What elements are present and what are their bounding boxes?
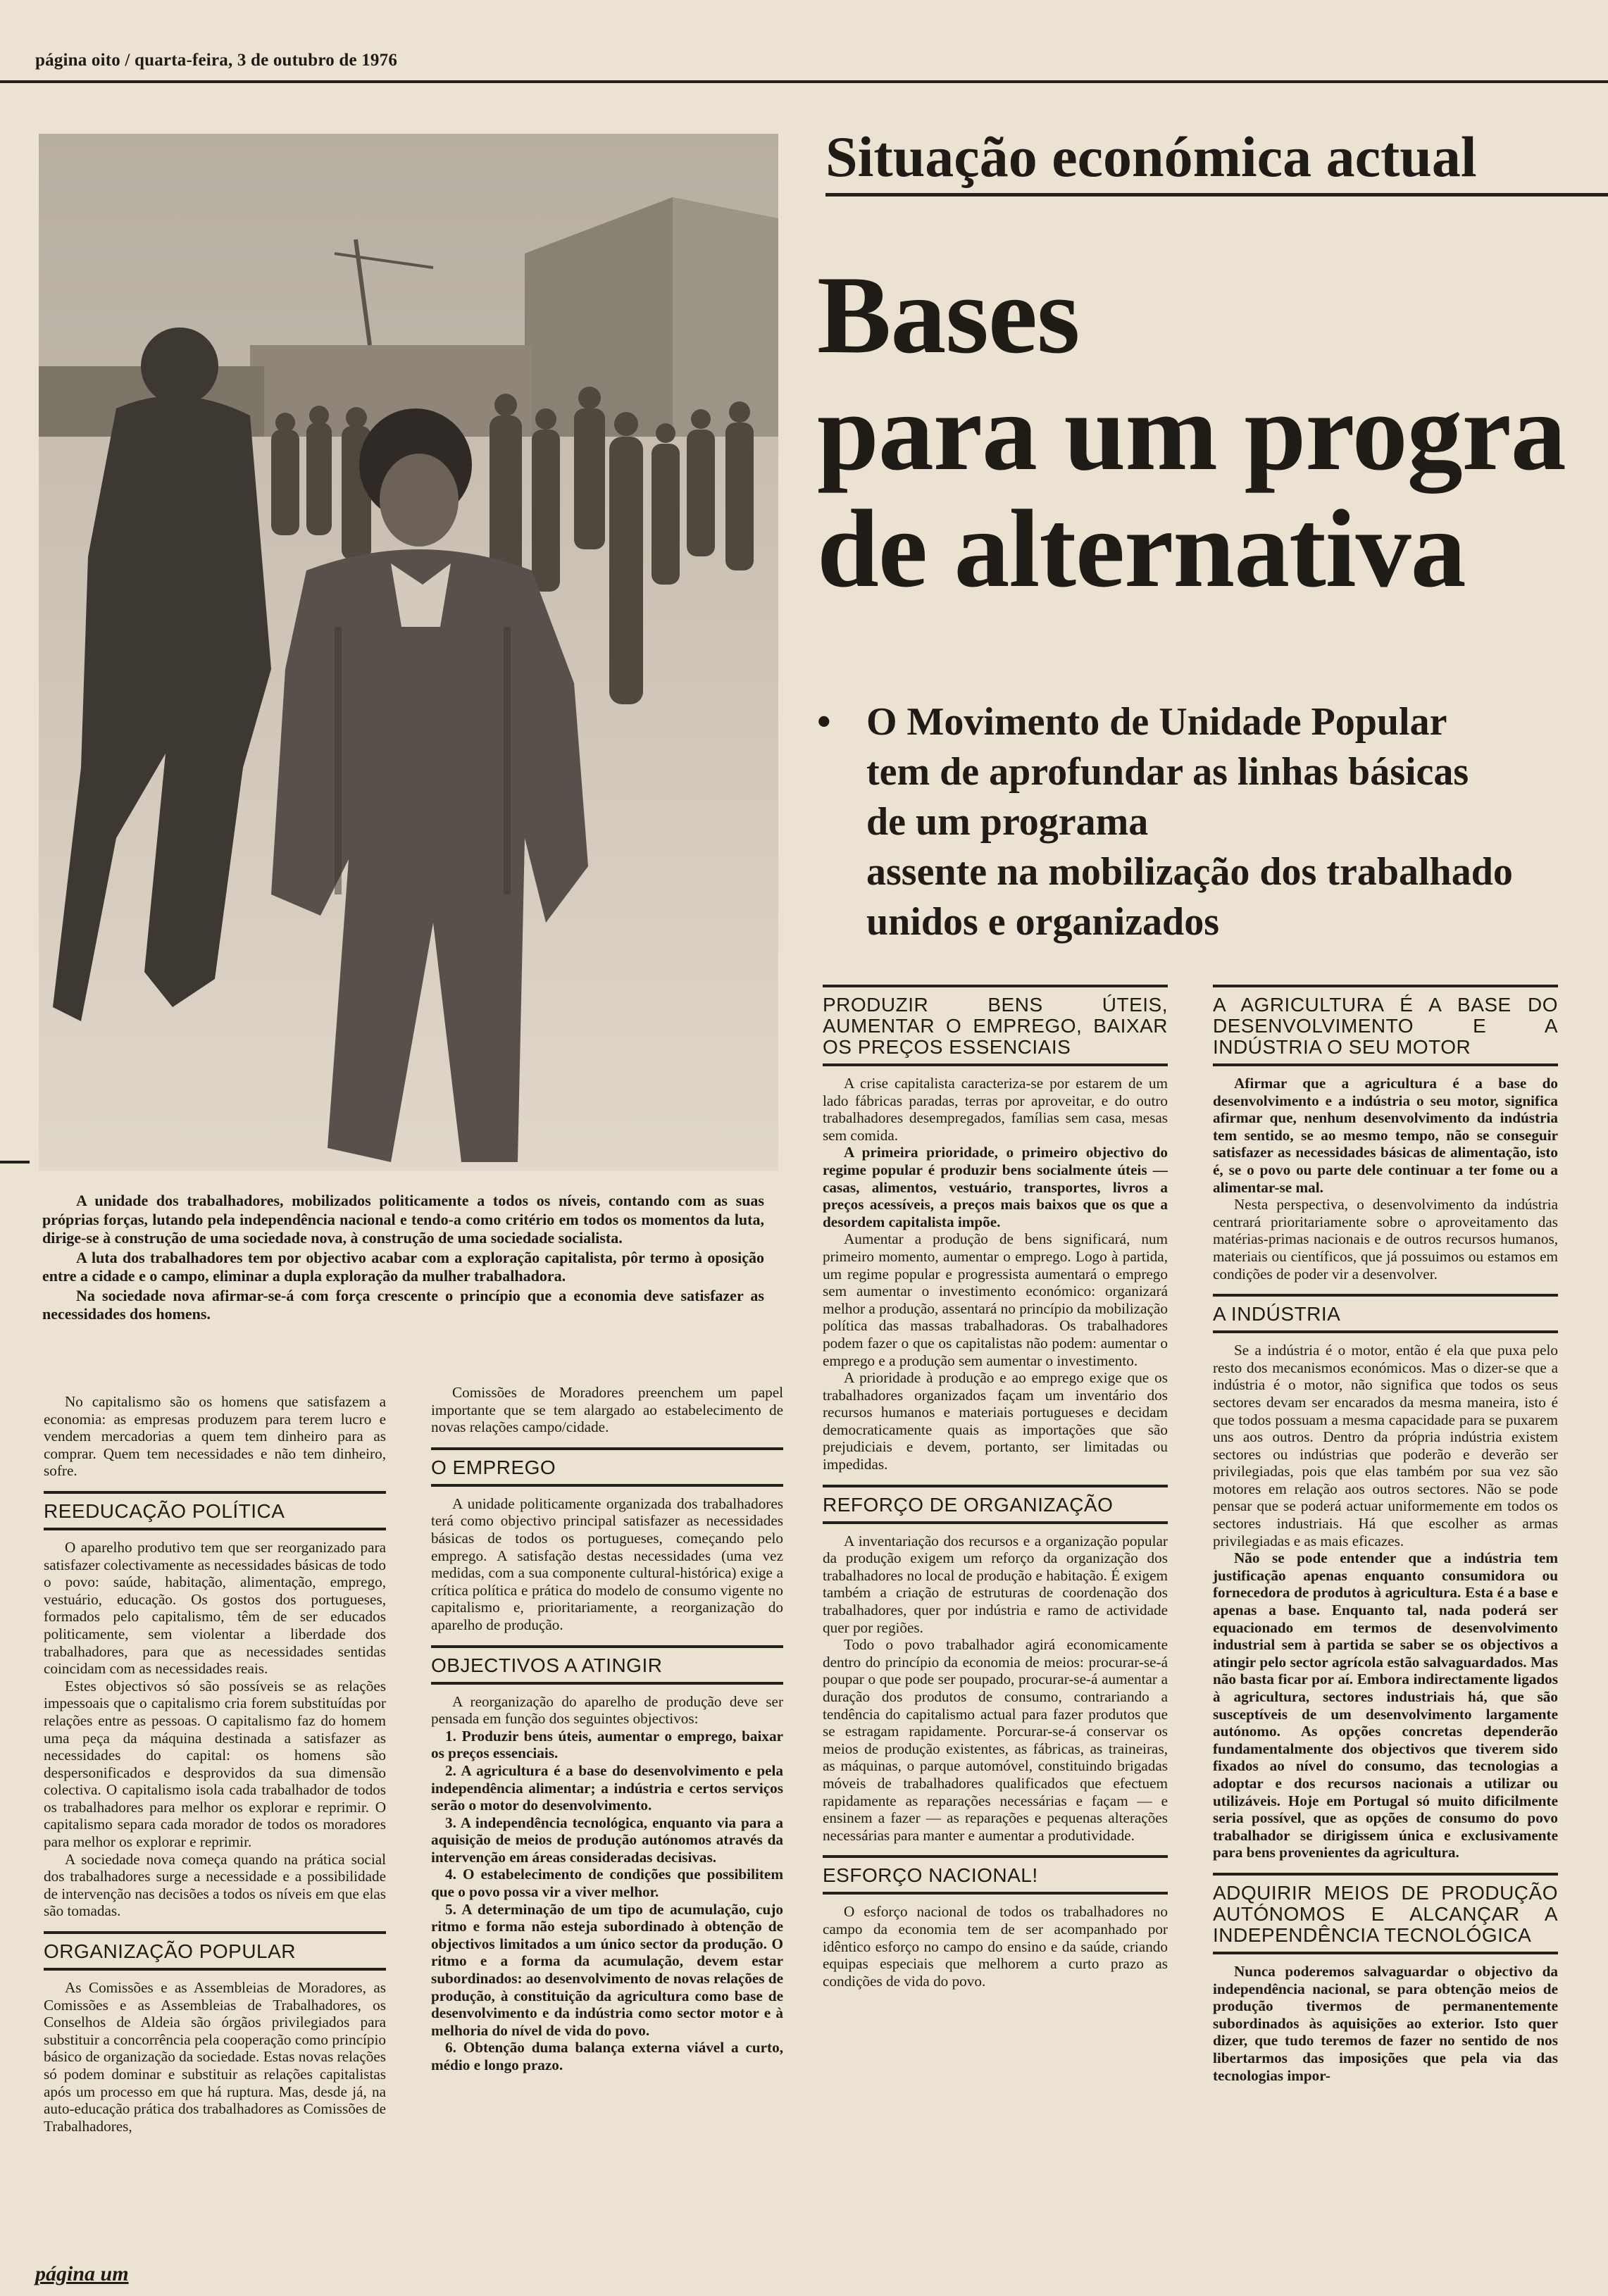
article-column-1 [44,1393,386,2135]
list-item: 5. A determinação de um tipo de acumulação, cujo ritmo e forma não esteja subordinado à obtenção de objectivos limitados a um único sector da produção. O ritmo e a forma da acumulação, devem estar subordinados: ao desenvolvimento de novas relações de produção, à constituição da agricultura como base de desenvolvimento e da indústria como sector motor e à melhoria do nível de vida do povo. [431,1900,783,2039]
photo-caption [42,1192,764,1325]
top-rule [0,80,1608,83]
body-paragraph: As Comissões e as Assembleias de Moradores, as Comissões e as Assembleias de Trabalhadores, os Conselhos de Aldeia são órgãos privilegiados para substituir a concorrência pela cooperação como princípio básico de organização da sociedade. Estas novas relações só podem dominar e substituir as relações capitalistas após um processo em que há ruptura. Mas, desde já, na auto-educação prática dos trabalhadores as Comissões de Trabalhadores, [44,1979,386,2135]
list-item: 3. A independência tecnológica, enquanto via para a aquisição de meios de produção autónomos através da intervenção em áreas consideradas decisivas. [431,1814,783,1866]
article-column-3 [823,985,1168,1990]
headline-line-2: para um progra [817,370,1566,494]
section-heading [823,1485,1168,1524]
section-heading [431,1645,783,1685]
section-kicker: Situação económica actual [825,125,1477,189]
section-heading [44,1931,386,1971]
body-paragraph: No capitalismo são os homens que satisfazem a economia: as empresas produzem para terem lucro e vendem mercadorias a quem tem dinheiro para as comprar. Quem tem necessidades e não tem dinheiro, sofre. [44,1393,386,1480]
section-title: REEDUCAÇÃO POLÍTICA [44,1499,285,1522]
body-paragraph: A sociedade nova começa quando na prática social dos trabalhadores surge a necessidade e a possibilidade de intervenção nas decisões a todos os níveis em que elas são tomadas. [44,1850,386,1920]
list-item: 2. A agricultura é a base do desenvolvimento e pela independência alimentar; a indústria e certos serviços serão o motor do desenvolvimento. [431,1761,783,1814]
deck-line: unidos e organizados [866,900,1219,944]
list-item: 1. Produzir bens úteis, aumentar o emprego, baixar os preços essenciais. [431,1727,783,1762]
body-paragraph: Comissões de Moradores preenchem um papel importante que se tem alargado ao estabelecimento de novas relações campo/cidade. [431,1384,783,1436]
deck-subheadline [866,697,1513,947]
body-paragraph: Se a indústria é o motor, então é ela que puxa pelo resto dos mecanismos económicos. Mas o dizer-se que a indústria é o motor, não significa que todos os seus sectores devam ser encarados da mesma maneira, isto é que todos possuam a mesma capacidade para se puxarem uns aos outros. Dentro da própria indústria existem sectores ou indústrias que poderão e deverão ser privilegiadas, pois que elas também por sua vez são motores em relação aos outros sectores. Não se pode pensar que se poderá actuar uniformemente em todos os sectores industriais. Há que escolher as armas privilegiadas e as mais eficazes. [1213,1342,1558,1549]
photo-illustration [39,134,778,1171]
section-title: PRODUZIR BENS ÚTEIS, AUMENTAR O EMPREGO, BAIXAR OS PREÇOS ESSENCIAIS [823,994,1168,1058]
kicker-rule [825,193,1608,196]
list-item: 6. Obtenção duma balança externa viável a curto, médio e longo prazo. [431,2039,783,2073]
section-heading [1213,1294,1558,1333]
caption-paragraph: A luta dos trabalhadores tem por objectivo acabar com a exploração capitalista, pôr termo à oposição entre a cidade e o campo, eliminar a dupla exploração da mulher trabalhadora. [42,1248,764,1285]
section-heading [44,1491,386,1530]
body-paragraph: Todo o povo trabalhador agirá economicamente dentro do princípio da economia de meios: procurar-se-á poupar o que pode ser poupado, procurar-se-á aumentar a duração dos produtos de consumo, contrariando a tendência do capitalismo actual para fazer produtos que se estragam rapidamente. Porcurar-se-á conservar os meios de produção existentes, as fábricas, as traineiras, as máquinas, o parque automóvel, constituindo brigadas móveis de trabalhadores qualificados que efectuem rapidamente as reparações necessárias e façam — e ensinem a fazer — as reparações e pequenas alterações necessárias para manter e aumentar a produtividade. [823,1636,1168,1844]
body-paragraph: A reorganização do aparelho de produção deve ser pensada em função dos seguintes objectivos: [431,1692,783,1728]
deck-line: assente na mobilização dos trabalhado [866,850,1513,894]
page-masthead: página oito / quarta-feira, 3 de outubro de 1976 [35,51,398,70]
section-heading [1213,985,1558,1066]
deck-bullet-icon: • [817,700,831,744]
body-paragraph: A primeira prioridade, o primeiro objectivo do regime popular é produzir bens socialmente úteis — casas, alimentos, vestuário, transportes, livros a preços acessíveis, a preços mais baixos que os que a desordem capitalista impõe. [823,1144,1168,1230]
section-title: REFORÇO DE ORGANIZAÇÃO [823,1493,1114,1516]
article-column-2 [431,1384,783,2074]
deck-line: tem de aprofundar as linhas básicas [866,750,1469,794]
article-column-4 [1213,985,1558,2084]
body-paragraph: A inventariação dos recursos e a organização popular da produção exigem um reforço da organização dos trabalhadores no local de produção e habitação. É exigem também a criação de estruturas de coordenação dos trabalhadores, quer por indústria e ramo de actividade quer por regiões. [823,1532,1168,1636]
body-paragraph: Nunca poderemos salvaguardar o objectivo da independência nacional, se para obtenção meios de produção tivermos de permanentemente subordinados às aquisições ao exterior. Isto quer dizer, que tudo teremos de fazer no sentido de nos libertarmos das imposições que pela via das tecnologias impor- [1213,1962,1558,2084]
body-paragraph: Estes objectivos só são possíveis se as relações impessoais que o capitalismo cria forem substituídas por relações entre as pessoas. O capitalismo faz do homem uma peça da máquina destinada a satisfazer as necessidades do capital: os homens são despersonificados e desprovidos da sua dimensão colectiva. O capitalismo isola cada trabalhador de todos os trabalhadores para melhor os explorar e reprimir. O capitalismo separa cada morador de todos os moradores para melhor os explorar e reprimir. [44,1677,386,1851]
section-heading [1213,1873,1558,1954]
body-paragraph: O aparelho produtivo tem que ser reorganizado para satisfazer colectivamente as necessidades básicas de todo o povo: saúde, habitação, alimentação, emprego, vestuário, educação. Os gostos dos portugueses, formados pelo capitalismo, têm de ser educados politicamente, sem violentar a liberdade dos trabalhadores, para que as necessidades sentidas coincidam com as necessidades reais. [44,1538,386,1678]
headline-line-1: Bases [817,254,1080,377]
body-paragraph: A crise capitalista caracteriza-se por estarem de um lado fábricas paradas, terras por aproveitar, e do outro trabalhadores desempregados, famílias sem casa, mesas sem comida. [823,1075,1168,1144]
footer-page-stamp: página um [35,2262,129,2285]
deck-line: de um programa [866,800,1149,844]
section-title: A INDÚSTRIA [1213,1303,1341,1325]
body-paragraph: A prioridade à produção e ao emprego exige que os trabalhadores organizados façam um inventário dos recursos humanos e materiais portugueses e decidam democraticamente quais as importações que são prejudiciais e devem, portanto, ser limitadas ou impedidas. [823,1369,1168,1473]
main-headline [817,254,1566,611]
deck-line: O Movimento de Unidade Popular [866,700,1447,744]
section-title: OBJECTIVOS A ATINGIR [431,1654,663,1676]
section-title: ORGANIZAÇÃO POPULAR [44,1940,297,1963]
body-paragraph: Nesta perspectiva, o desenvolvimento da indústria centrará prioritariamente sobre o aproveitamento das matérias-primas nacionais e de outros recursos humanos, materiais ou científicos, que já possuimos ou estamos em condições de poder vir a desenvolver. [1213,1196,1558,1283]
body-paragraph: Não se pode entender que a indústria tem justificação apenas enquanto consumidora ou fornecedora de produtos à agricultura. Esta é a base e apenas a base. Enquanto tal, nada poderá ser equacionado em termos de desenvolvimento industrial sem à partida se saber se os objectivos a atingir pelo sector agrícola estão salvaguardados. Mas não basta ficar por aí. Embora indirectamente ligados à agricultura, sectores industriais há, que são susceptíveis de um desenvolvimento largamente autónomo. As opções concretas dependerão fundamentalmente dos objectivos que tiverem sido fixados ao nível do consumo, das tecnologias a adoptar e dos recursos nacionais a utilizar ou utilizáveis. Hoje em Portugal só muito dificilmente seria possível, que as opções de consumo do povo trabalhador se dirigissem única e exclusivamente para bens provenientes da agricultura. [1213,1549,1558,1861]
section-heading [823,1855,1168,1895]
body-paragraph: O esforço nacional de todos os trabalhadores no campo da economia tem de ser acompanhado por idêntico esforço no campo do ensino e da saúde, criando equipas especiais que melhorem a curto prazo as condições de vida do povo. [823,1903,1168,1990]
body-paragraph: A unidade politicamente organizada dos trabalhadores terá como objectivo principal satisfazer as necessidades básicas de todos os portugueses, começando pelo emprego. A satisfação destas necessidades (uma vez medidas, com a sua componente cultural-histórica) exige a crítica política e prática do modelo de consumo vigente no capitalismo e, prioritariamente, a reorganização do aparelho de produção. [431,1495,783,1633]
body-paragraph: Aumentar a produção de bens significará, num primeiro momento, aumentar o emprego. Logo à partida, um regime popular e progressista aumentará o emprego sem aumentar o investimento económico: organizará melhor a produção, assentará no princípio da mobilização política das massas trabalhadoras. Os trabalhadores podem fazer o que os capitalistas não podem: aumentar o emprego e a produção sem aumentar o investimento. [823,1230,1168,1369]
section-title: ESFORÇO NACIONAL! [823,1864,1038,1887]
body-paragraph: Afirmar que a agricultura é a base do desenvolvimento e a indústria o seu motor, significa afirmar que, nenhum desenvolvimento da indústria tem sentido, se ao mesmo tempo, não se conseguir satisfazer as necessidades básicas de alimentação, isto é, se o povo ou parte dele continuar a ter fome ou a alimentar-se mal. [1213,1075,1558,1196]
caption-paragraph: Na sociedade nova afirmar-se-á com força crescente o princípio que a economia deve satisfazer as necessidades dos homens. [42,1286,764,1323]
list-item: 4. O estabelecimento de condições que possibilitem que o povo possa vir a viver melhor. [431,1866,783,1901]
section-title: ADQUIRIR MEIOS DE PRODUÇÃO AUTÓNOMOS E ALCANÇAR A INDEPENDÊNCIA TECNOLÓGICA [1213,1881,1558,1946]
objectives-list [431,1728,783,2074]
workers-photo [39,134,778,1171]
section-heading [431,1447,783,1487]
section-title: A AGRICULTURA É A BASE DO DESENVOLVIMENTO E A INDÚSTRIA O SEU MOTOR [1213,994,1558,1058]
headline-line-3: de alternativa [817,487,1466,611]
section-heading [823,985,1168,1066]
section-title: O EMPREGO [431,1456,556,1478]
margin-tick [0,1161,30,1163]
caption-paragraph: A unidade dos trabalhadores, mobilizados politicamente a todos os níveis, contando com as suas próprias forças, lutando pela independência nacional e tendo-a como critério em todos os momentos da luta, dirige-se à construção de uma sociedade nova, à construção de uma sociedade socialista. [42,1192,764,1247]
